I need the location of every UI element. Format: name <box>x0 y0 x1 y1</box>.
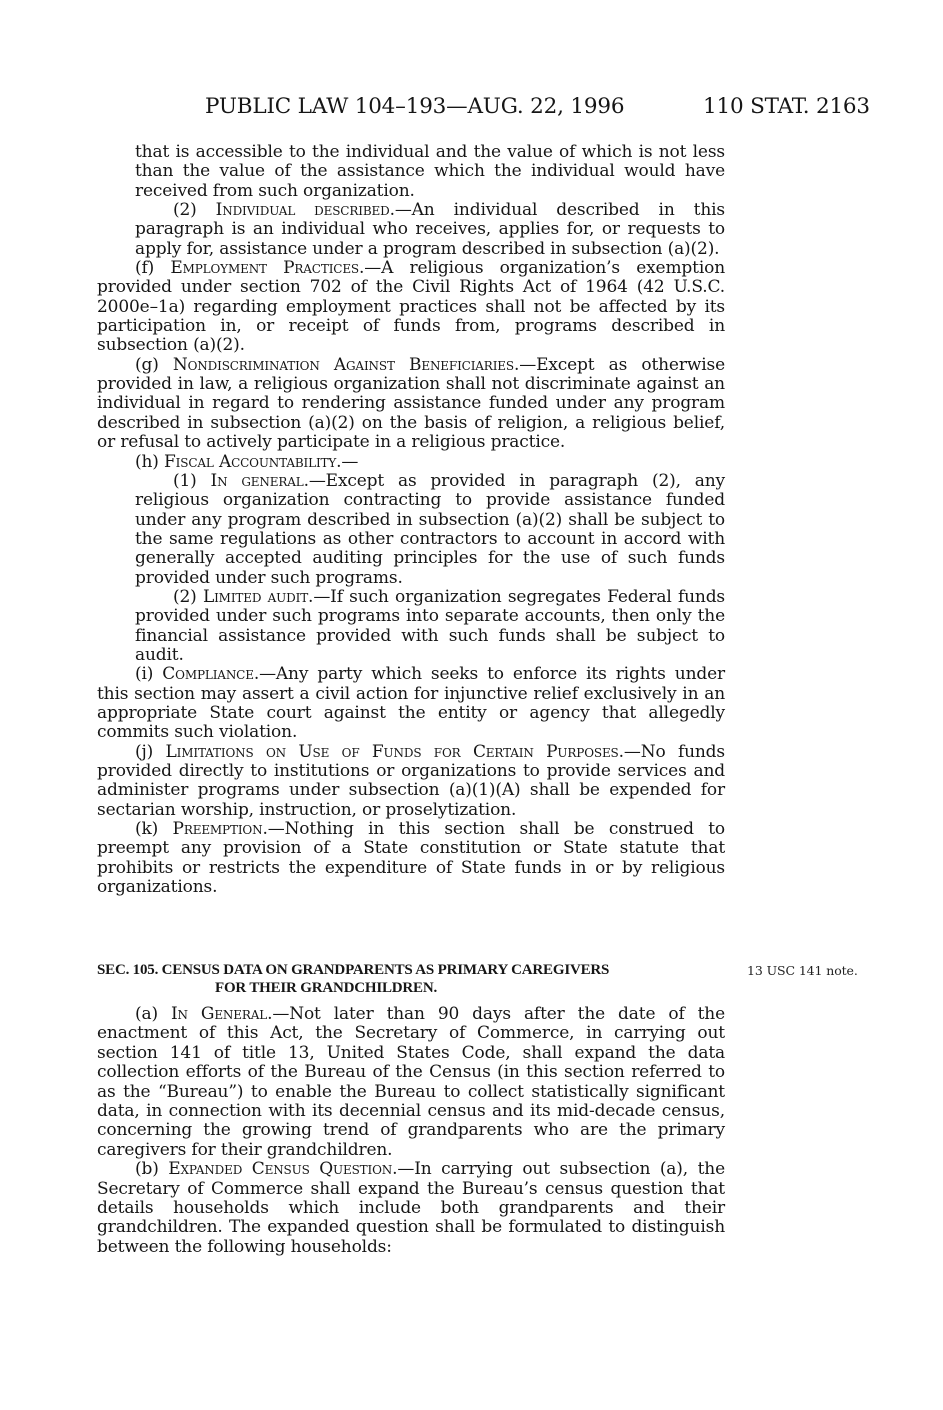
section-heading <box>97 961 725 997</box>
paragraph-j-limitations: (j) Limitations on Use of Funds for Certain Purposes.—No funds provided directly to institutions or organizations to provide services and administer programs under subsection (a)(1)(A) shall be expended for sectarian worship, instruction, or proselytization. <box>97 741 725 820</box>
paragraph-f-employment-practices: (f) Employment Practices.—A religious organization’s exemption provided under section 702 of the Civil Rights Act of 1964 (42 U.S.C. 2000e–1a) regarding employment practices shall not be affected by its participation in, or receipt of funds from, programs described in subsection (a)(2). <box>97 258 726 356</box>
paragraph-continuation: that is accessible to the individual and the value of which is not less than the value of the assistance which the individual would have received from such organization. <box>135 142 725 201</box>
paragraph-i-compliance: (i) Compliance.—Any party which seeks to enforce its rights under this section may assert a civil action for injunctive relief exclusively in an appropriate State court against the entity or agency that allegedly commits such violation. <box>97 664 725 743</box>
statute-body-top <box>97 143 725 897</box>
section-heading-line2: FOR THEIR GRANDCHILDREN. <box>215 980 438 996</box>
margin-note: 13 USC 141 note. <box>747 963 858 978</box>
paragraph-h-fiscal-accountability: (h) Fiscal Accountability.— <box>135 451 359 472</box>
page-header <box>0 94 943 124</box>
paragraph-g-nondiscrimination: (g) Nondiscrimination Against Beneficiaries.—Except as otherwise provided in law, a religious organization shall not discriminate against an individual in regard to rendering assistance funded under any program described in subsection (a)(2) on the basis of religion, a religious belief, or refusal to actively participate in a religious practice. <box>97 354 725 453</box>
paragraph-h2-limited-audit: (2) Limited audit.—If such organization segregates Federal funds provided under such programs into separate accounts, then only the financial assistance provided with such funds shall be subject to audit. <box>135 586 726 665</box>
paragraph-h1-in-general: (1) In general.—Except as provided in paragraph (2), any religious organization contracting to provide assistance funded under any program described in subsection (a)(2) shall be subject to the same regulations as other contractors to account in accord with generally accepted auditing principles for the use of such funds provided under such programs. <box>135 470 725 588</box>
paragraph-a-in-general: (a) In General.—Not later than 90 days after the date of the enactment of this Act, the Secretary of Commerce, in carrying out section 141 of title 13, United States Code, shall expand the data collection efforts of the Bureau of the Census (in this section referred to as the “Bureau”) to enable the Bureau to collect statistically significant data, in connection with its decennial census and its mid-decade census, concerning the growing trend of grandparents who are the primary caregivers for their grandchildren. <box>97 1004 725 1160</box>
header-stat-citation: 110 STAT. 2163 <box>703 94 870 119</box>
header-title: PUBLIC LAW 104–193—AUG. 22, 1996 <box>205 94 625 119</box>
paragraph-k-preemption: (k) Preemption.—Nothing in this section shall be construed to preempt any provision of a State constitution or State statute that prohibits or restricts the expenditure of State funds in or by religious organizations. <box>97 819 725 898</box>
section-heading-line1: SEC. 105. CENSUS DATA ON GRANDPARENTS AS PRIMARY CAREGIVERS <box>97 962 610 978</box>
paragraph-e2-individual-described: (2) Individual described.—An individual described in this paragraph is an individual who receives, applies for, or requests to apply for, assistance under a program described in subsection (a)(2). <box>135 200 725 259</box>
paragraph-b-expanded-census-question: (b) Expanded Census Question.—In carrying out subsection (a), the Secretary of Commerce shall expand the Bureau’s census question that details households which include both grandparents and their grandchildren. The expanded question shall be formulated to distinguish between the following households: <box>97 1159 725 1257</box>
statute-body-section-105 <box>97 1005 725 1257</box>
